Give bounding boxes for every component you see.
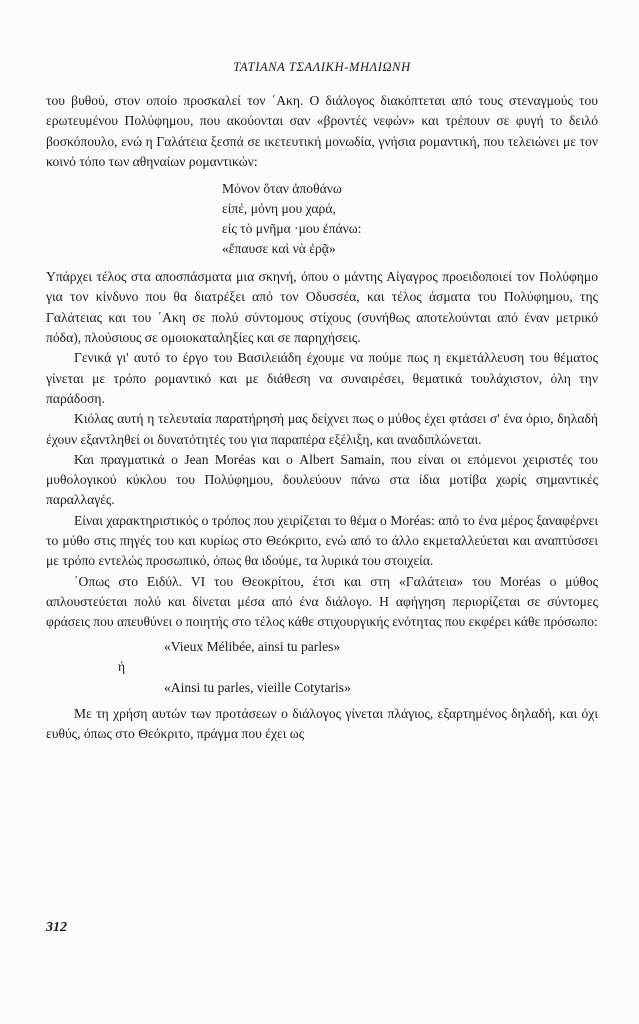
conjunction-or: ή	[118, 659, 126, 675]
page-number: 312	[46, 920, 67, 935]
quotation-line: «Ainsi tu parles, vieille Cotytaris»	[164, 679, 351, 695]
paragraph: Και πραγματικά ο Jean Moréas και ο Albert Samain, που είναι οι επόμενοι χειριστές του μυθολογικού κύκλου του Πολύφημου, δουλεύουν πάνω στα ίδια μοτίβα χωρίς σημαντικές παραλλαγές.	[46, 451, 598, 508]
french-quotations	[46, 637, 598, 699]
paragraph: Με τη χρήση αυτών των προτάσεων ο διάλογος γίνεται πλάγιος, εξαρτημένος δηλαδή, και όχι ευθύς, όπως στο Θεόκριτο, πράγμα που έχει ως	[46, 706, 598, 742]
paragraph: Γενικά γι' αυτό το έργο του Βασιλειάδη έχουμε να πούμε πως η εκμετάλλευση του θέματος γίνεται με τρόπο ρομαντικό και με διάθεση να συναιρέσει, θεματικά τουλάχιστον, όλη την παράδοση.	[46, 350, 598, 406]
verse-line: εἰπέ, μόνη μου χαρά,	[222, 201, 336, 217]
paragraph: του βυθού, στον οποίο προσκαλεί τον ΄Ακη. Ο διάλογος διακόπτεται από τους στεναγμούς του ερωτευμένου Πολύφημου, που ακούονται σαν «βροντές νεφών» και τρέπουν σε φυγή το δειλό βοσκόπουλο, ενώ η Γαλάτεια ξεσπά σε ικετευτική μονωδία, γνήσια ρομαντική, που τελειώνει με τον κοινό τόπο των αθηναίων ρομαντικών:	[46, 93, 598, 169]
body-text	[46, 91, 598, 745]
paragraph: Κιόλας αυτή η τελευταία παρατήρησή μας δείχνει πως ο μύθος έχει φτάσει σ' ένα όριο, δηλαδή έχουν εξαντληθεί οι δυνατότητές του για παραπέρα εξέλιξη, και αναδιπλώνεται.	[46, 411, 598, 447]
verse-line: Μόνον ὅταν ἀποθάνω	[222, 181, 342, 197]
verse-line: εἰς τὸ μνῆμα ·μου ἐπάνω:	[222, 221, 362, 237]
verse-line: «ἔπαυσε καὶ νὰ ἐρᾷ»	[222, 241, 336, 257]
paragraph: Υπάρχει τέλος στα αποσπάσματα μια σκηνή, όπου ο μάντης Αίγαγρος προειδοποιεί τον Πολύφημο για τον κίνδυνο που θα διατρέξει από τον Οδυσσέα, και τέλος άσματα του Πολύφημου, της Γαλάτειας και του ΄Ακη σε πολύ σύντομους στίχους (συνήθως αποτελούνται από έναν μετρικό πόδα), πλούσιους σε ομοιοκαταληξίες και σε παρηχήσεις.	[46, 269, 598, 346]
paragraph: Είναι χαρακτηριστικός ο τρόπος που χειρίζεται το θέμα ο Moréas: από το ένα μέρος ξαναφέρνει το μύθο στις πηγές του και κυρίως στο Θεόκριτο, ενώ από το άλλο εκμεταλλεύεται και αναπτύσσει με τρόπο εντελώς προσωπικό, όπως θα ιδούμε, τα λυρικά του στοιχεία.	[46, 512, 598, 569]
verse-quotation	[222, 179, 598, 259]
running-head: ΤΑΤΙΑΝΑ ΤΣΑΛΙΚΗ-ΜΗΛΙΩΝΗ	[233, 60, 411, 74]
paragraph: ΄Οπως στο Ειδύλ. VI του Θεοκρίτου, έτσι και στη «Γαλάτεια» του Moréas ο μύθος απλουστεύεται πολύ και δίνεται μέσα από ένα διάλογο. Η αφήγηση περιορίζεται σε σύντομες φράσεις που απευθύνει ο ποιητής στο τέλος κάθε στιχουργικής ενότητας που εκφέρει κάθε πρόσωπο:	[46, 573, 598, 630]
quotation-line: «Vieux Mélibée, ainsi tu parles»	[164, 638, 341, 654]
